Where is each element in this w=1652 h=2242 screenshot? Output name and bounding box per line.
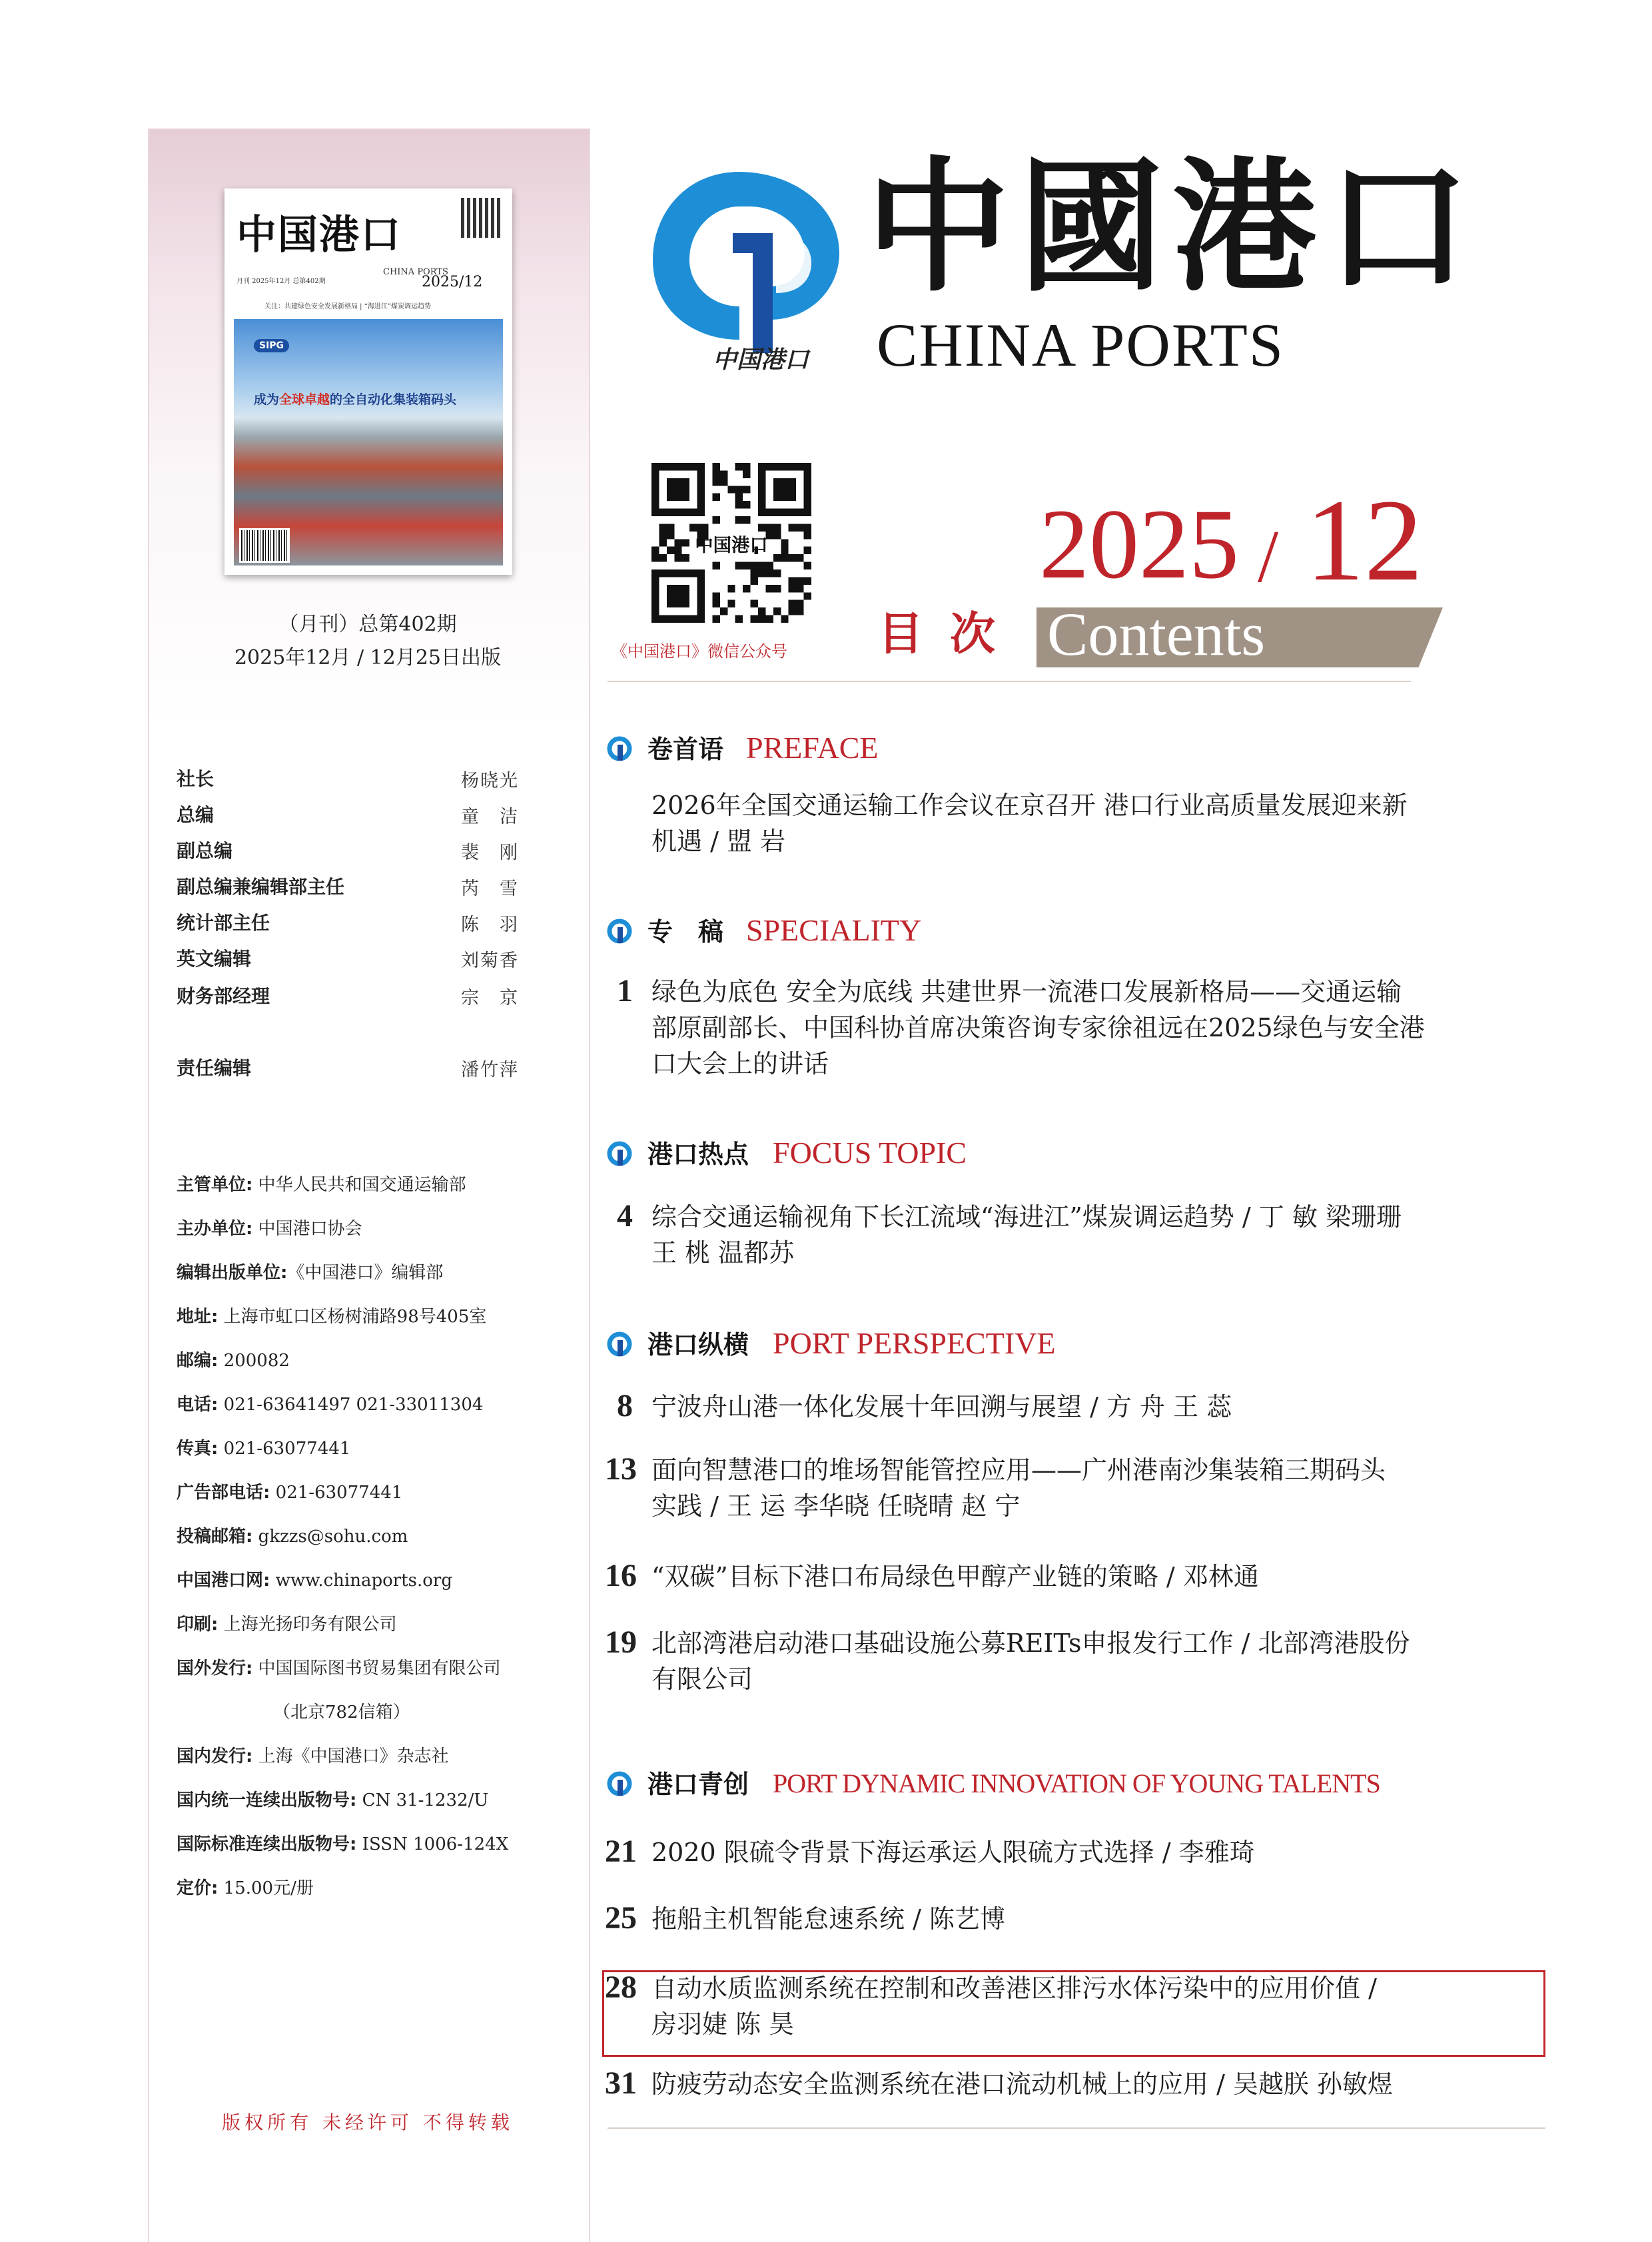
article-title-line: 有限公司 [651,1665,753,1694]
publication-value: 中国国际图书贸易集团有限公司 [252,1659,501,1679]
staff-name: 陈 羽 [461,915,519,935]
section-title-en: PREFACE [746,731,879,765]
section-title-cn: 专 稿 [647,917,724,946]
section-logo-icon [606,1331,633,1357]
section-title-en: FOCUS TOPIC [773,1136,967,1170]
staff-name: 裴 刚 [461,843,519,863]
publication-label: 国内发行: [177,1746,253,1766]
article-link[interactable] [651,1199,1402,1271]
article-page-number: 16 [605,1558,637,1593]
cover-issue-small: 月刊 2025年12月 总第402期 [236,278,326,285]
publication-value: 021-63077441 [218,1439,351,1459]
article-title-line: 王 桃 温都苏 [651,1238,795,1268]
publication-label: 国际标准连续出版物号: [177,1834,357,1854]
article-title-line: 实践 / 王 运 李华晓 任晓晴 赵 宁 [651,1491,1021,1521]
publication-row [273,1698,410,1723]
publication-row [177,1786,488,1811]
publication-value: 中国港口协会 [252,1219,362,1239]
section-title-cn: 港口青创 [647,1770,749,1799]
publication-value: （北京782信箱） [273,1702,410,1722]
publication-row [177,1391,483,1415]
article-title-line: 综合交通运输视角下长江流域“海进江”煤炭调运趋势 / 丁 敏 梁珊珊 [651,1202,1402,1232]
section-logo-icon [606,1770,633,1797]
article-page-number: 8 [617,1388,633,1423]
publication-row [177,1259,443,1284]
contents-title-en: Contents [1047,600,1266,668]
article-title-line: “双碳”目标下港口布局绿色甲醇产业链的策略 / 邓林通 [651,1562,1259,1591]
section-title-cn: 卷首语 [647,735,724,764]
issue-info-line2: 2025年12月 / 12月25日出版 [234,646,502,669]
cover-subtitle: CHINA PORTS [383,267,448,277]
article-title-line: 机遇 / 盟 岩 [651,827,786,856]
publication-value: www.chinaports.org [270,1571,452,1591]
publication-label: 编辑出版单位: [177,1263,288,1283]
article-title-line: 2026年全国交通运输工作会议在京召开 港口行业高质量发展迎来新 [651,791,1408,820]
article-link[interactable] [651,1389,1232,1425]
staff-role: 副总编兼编辑部主任 [177,876,345,898]
sipg-badge: SIPG [254,339,289,352]
publication-row [177,1303,486,1327]
publication-value: 上海市虹口区杨树浦路98号405室 [218,1307,487,1327]
article-link[interactable] [651,974,1425,1082]
cover-thumbnail[interactable] [224,188,512,575]
staff-name: 芮 雪 [461,879,519,899]
article-title-line: 防疲劳动态安全监测系统在港口流动机械上的应用 / 吴越朕 孙敏煜 [651,2069,1394,2099]
qr-caption: 《中国港口》微信公众号 [612,642,787,661]
publication-label: 国外发行: [177,1659,253,1679]
publication-value: 021-63077441 [270,1483,403,1503]
article-title-line: 自动水质监测系统在控制和改善港区排污水体污染中的应用价值 / [651,1974,1377,2003]
staff-name: 童 洁 [461,807,519,827]
publication-label: 中国港口网: [177,1571,270,1591]
article-page-number: 4 [617,1198,633,1234]
publication-value: 021-63641497 021-33011304 [218,1395,484,1415]
article-page-number: 1 [617,973,633,1008]
section-title-cn: 港口纵横 [647,1330,749,1359]
article-title-line: 口大会上的讲话 [651,1049,829,1078]
section-title-en: PORT PERSPECTIVE [773,1326,1056,1360]
issue-month: 12 [1306,476,1423,605]
staff-name: 杨晓光 [461,771,519,791]
publication-label: 主管单位: [177,1175,253,1195]
publication-row [177,1215,362,1240]
section-logo-icon [606,918,633,944]
section-title-en: SPECIALITY [746,913,922,947]
staff-name: 宗 京 [461,988,519,1008]
publication-label: 印刷: [177,1615,218,1635]
cover-issue-number: 2025/12 [422,274,483,290]
publication-value: ISSN 1006-124X [356,1834,509,1854]
publication-value: gkzzs@sohu.com [252,1527,408,1547]
publication-value: 《中国港口》编辑部 [287,1263,444,1283]
article-title-line: 面向智慧港口的堆场智能管控应用——广州港南沙集装箱三期码头 [651,1455,1386,1485]
staff-role: 责任编辑 [177,1057,252,1079]
cover-title: 中国港口 [236,212,402,258]
staff-name: 刘菊香 [461,950,519,971]
publication-label: 地址: [177,1307,218,1327]
publication-label: 广告部电话: [177,1483,270,1503]
publication-row [177,1347,290,1371]
highlighted-article-box [602,1970,1545,2057]
publication-value: 上海《中国港口》杂志社 [252,1746,449,1766]
publication-row [177,1611,397,1635]
article-page-number: 31 [605,2065,637,2101]
staff-role: 副总编 [177,840,233,862]
publication-row [177,1479,402,1503]
article-title-line: 北部湾港启动港口基础设施公募REITs申报发行工作 / 北部湾港股份 [651,1629,1410,1658]
article-title-line: 绿色为底色 安全为底线 共建世界一流港口发展新格局——交通运输 [651,977,1402,1006]
article-title-line: 房羽婕 陈 昊 [651,2010,795,2039]
cover-slogan: 成为全球卓越的全自动化集装箱码头 [254,392,457,407]
issue-info-line1: （月刊）总第402期 [278,613,457,636]
publication-label: 定价: [177,1878,218,1898]
publication-label: 传真: [177,1439,218,1459]
issue-slash: / [1258,516,1279,598]
article-link[interactable] [651,2066,1393,2102]
barcode [239,528,290,563]
section-logo-icon [606,735,633,762]
article-title-line: 部原副部长、中国科协首席决策咨询专家徐祖远在2025绿色与安全港 [651,1013,1425,1042]
cover-qr-code [461,198,501,238]
publication-value: 中华人民共和国交通运输部 [252,1175,466,1195]
wechat-qr-code-icon[interactable] [651,463,811,623]
publication-label: 投稿邮箱: [177,1527,253,1547]
brand-english-title: CHINA PORTS [877,311,1285,379]
publication-label: 主办单位: [177,1219,253,1239]
publication-row [177,1171,466,1196]
divider-bottom [608,2127,1545,2129]
publication-label: 邮编: [177,1351,218,1371]
article-title-line: 宁波舟山港一体化发展十年回溯与展望 / 方 舟 王 蕊 [651,1392,1232,1421]
article-link[interactable] [651,787,1408,859]
article-page-number: 28 [605,1970,637,2005]
article-page-number: 19 [605,1625,637,1660]
section-title-en: PORT DYNAMIC INNOVATION OF YOUNG TALENTS [773,1768,1380,1798]
copyright-notice: 版权所有 未经许可 不得转载 [222,2111,514,2133]
article-link[interactable] [651,1452,1386,1524]
section-logo-icon [606,1140,633,1167]
publication-row [177,1830,508,1855]
publication-value: CN 31-1232/U [356,1790,489,1810]
contents-title-cn: 目次 [878,607,1023,661]
staff-name: 潘竹萍 [461,1060,519,1080]
publication-row [177,1567,452,1591]
publication-value: 上海光扬印务有限公司 [218,1615,397,1635]
article-page-number: 21 [605,1834,637,1869]
staff-role: 总编 [177,804,214,826]
publication-row [177,1874,314,1899]
logo-small-text: 中国港口 [713,346,809,374]
brand-chinese-title: 中國港口 [866,142,1479,311]
article-title-line: 2020 限硫令背景下海运承运人限硫方式选择 / 李雅琦 [651,1838,1255,1867]
article-page-number: 13 [605,1451,637,1487]
publication-row [177,1523,408,1547]
article-link[interactable] [651,1901,1005,1937]
publication-value: 15.00元/册 [218,1878,314,1898]
china-ports-logo-icon [639,153,853,373]
publication-label: 电话: [177,1395,218,1415]
article-title-line: 拖船主机智能怠速系统 / 陈艺博 [651,1904,1005,1934]
publication-row [177,1655,501,1679]
section-title-cn: 港口热点 [647,1140,749,1169]
publication-row [177,1742,449,1767]
staff-role: 财务部经理 [177,985,270,1007]
publication-label: 国内统一连续出版物号: [177,1790,357,1810]
article-link[interactable] [651,1625,1410,1697]
cover-note: 关注：共建绿色安全发展新格局 | “海进江”煤炭调运趋势 [264,303,431,310]
article-link[interactable] [651,1834,1255,1870]
issue-year: 2025 [1039,489,1239,599]
staff-role: 统计部主任 [177,912,270,934]
svg-text:中国港口: 中国港口 [695,534,768,556]
divider-top [608,681,1411,682]
article-page-number: 25 [605,1900,637,1936]
staff-role: 英文编辑 [177,948,252,970]
article-link[interactable] [651,1559,1259,1595]
staff-role: 社长 [177,768,214,790]
publication-value: 200082 [218,1351,290,1371]
publication-row [177,1435,350,1459]
